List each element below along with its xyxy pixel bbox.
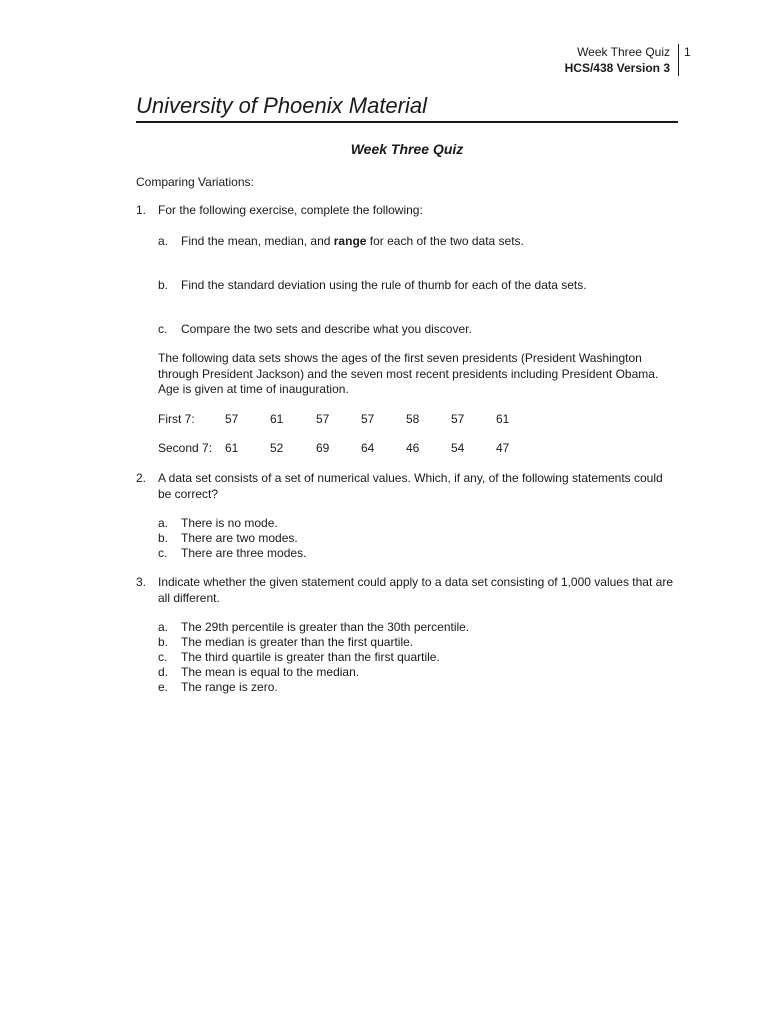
q1-a-bold: range	[333, 234, 367, 248]
q1-b-letter: b.	[158, 278, 169, 292]
q3-option-text: The third quartile is greater than the first quartile.	[181, 650, 440, 664]
second-seven-value: 46	[406, 441, 420, 455]
first-seven-value: 57	[361, 412, 375, 426]
second-seven-value: 52	[270, 441, 284, 455]
university-heading: University of Phoenix Material	[136, 93, 428, 118]
q2-option-letter: a.	[158, 516, 169, 530]
section-label: Comparing Variations:	[136, 175, 254, 189]
q3-prompt: Indicate whether the given statement could apply to a data set consisting of 1,000 values that are all different.	[158, 575, 673, 605]
first-seven-value: 57	[225, 412, 239, 426]
q1-a-text: Find the mean, median, and range for each of the two data sets.	[181, 234, 524, 248]
q2-option-letter: c.	[158, 546, 168, 560]
q1-c-letter: c.	[158, 322, 168, 336]
q3-option-text: The mean is equal to the median.	[181, 665, 360, 679]
q3-option-text: The range is zero.	[181, 680, 278, 694]
first-seven-label: First 7:	[158, 412, 195, 426]
q3-option-letter: b.	[158, 635, 169, 649]
second-seven-value: 69	[316, 441, 330, 455]
header-course: HCS/438 Version 3	[564, 61, 670, 75]
q1-c-text: Compare the two sets and describe what you discover.	[181, 322, 472, 336]
q3-option-text: The 29th percentile is greater than the 30th percentile.	[181, 620, 470, 634]
first-seven-value: 57	[316, 412, 330, 426]
q3-option-text: The median is greater than the first quartile.	[181, 635, 414, 649]
header-title: Week Three Quiz	[577, 45, 670, 59]
q2-option-letter: b.	[158, 531, 169, 545]
q3-option-letter: d.	[158, 665, 169, 679]
first-seven-value: 57	[451, 412, 465, 426]
second-seven-value: 54	[451, 441, 465, 455]
page-number: 1	[684, 45, 691, 59]
q1-a-letter: a.	[158, 234, 169, 248]
q1-number: 1.	[136, 203, 147, 217]
second-seven-label: Second 7:	[158, 441, 213, 455]
q3-number: 3.	[136, 575, 147, 589]
q2-option-text: There are three modes.	[181, 546, 307, 560]
header-divider	[678, 44, 679, 76]
q3-option-letter: c.	[158, 650, 168, 664]
document-title: Week Three Quiz	[350, 141, 464, 157]
heading-rule	[136, 121, 678, 123]
q2-number: 2.	[136, 471, 147, 485]
q3-option-letter: e.	[158, 680, 169, 694]
q1-b-text: Find the standard deviation using the rule of thumb for each of the data sets.	[181, 278, 587, 292]
q3-option-letter: a.	[158, 620, 169, 634]
first-seven-value: 58	[406, 412, 420, 426]
q2-prompt: A data set consists of a set of numerical values. Which, if any, of the following statements could be correct?	[158, 471, 663, 501]
second-seven-value: 64	[361, 441, 375, 455]
first-seven-value: 61	[496, 412, 510, 426]
q1-paragraph: The following data sets shows the ages of the first seven presidents (President Washington through President Jackson) and the seven most recent presidents including President Obama. Age is given at time of inauguration.	[158, 351, 659, 396]
first-seven-value: 61	[270, 412, 284, 426]
q2-option-text: There is no mode.	[181, 516, 278, 530]
q2-option-text: There are two modes.	[181, 531, 298, 545]
second-seven-value: 61	[225, 441, 239, 455]
q1-prompt: For the following exercise, complete the following:	[158, 203, 423, 217]
second-seven-value: 47	[496, 441, 510, 455]
